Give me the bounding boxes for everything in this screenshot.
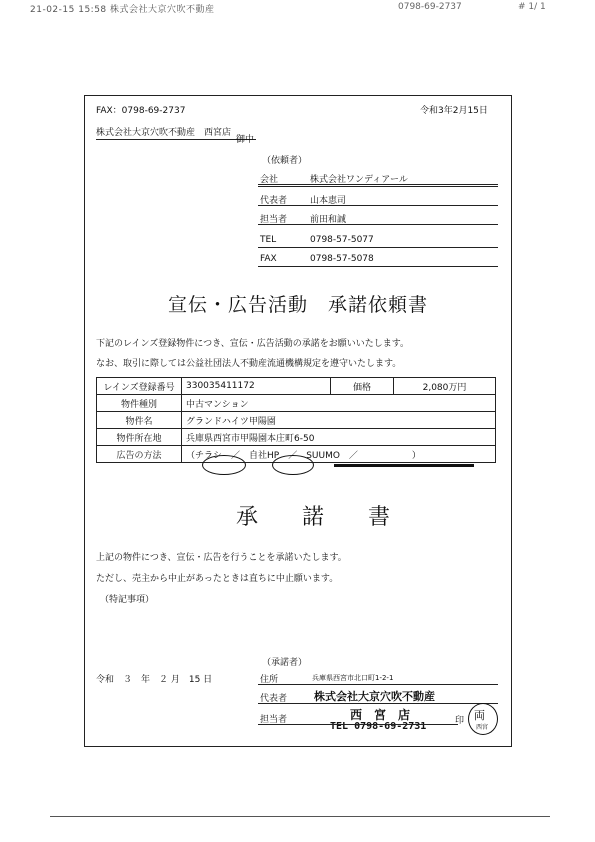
price-label: 価格 [331,378,394,395]
reins-number-value: 330035411172 [182,378,331,395]
requester-tel-label: TEL [260,235,277,245]
approval-body-2: ただし、売主から中止があったときは直ちに中止願います。 [96,574,339,584]
requester-company-value: 株式会社ワンディアール [310,175,408,185]
property-name-value: グランドハイツ甲陽園 [182,412,496,429]
requester-fax-label: FAX [260,254,277,264]
special-note: （特記事項） [100,595,155,605]
requester-company-underline [258,184,498,187]
requester-rep-label: 代表者 [260,196,288,206]
requester-tel-value: 0798-57-5077 [310,235,374,245]
handwritten-strike-line [334,464,474,467]
approver-address-underline [258,684,498,685]
requester-staff-underline [258,224,498,225]
approver-address-value: 兵庫県西宮市北口町1-2-1 [312,674,394,682]
property-type-value: 中古マンション [182,395,496,412]
fax-header-number: 0798-69-2737 [398,2,462,12]
table-row [97,429,496,446]
requester-company-label: 会社 [260,175,279,185]
property-type-label: 物件種別 [97,395,182,412]
approver-heading: （承諾者） [262,658,308,668]
addressee-underline [96,139,256,140]
requester-staff-label: 担当者 [260,215,288,225]
property-table [96,377,496,463]
fax-number: FAX：0798-69-2737 [96,106,186,116]
requester-fax-underline [258,266,498,267]
requester-rep-value: 山本恵司 [310,196,347,206]
approver-branch-stamp: 西 宮 店 [350,708,411,722]
table-row [97,378,496,395]
fax-header-page: # 1/ 1 [518,2,546,12]
requester-heading: （依頼者） [262,156,308,166]
ad-method-value: （チラシ ／ 自社HP ／ SUUMO ／ ） [182,446,496,463]
ad-method-label: 広告の方法 [97,446,182,463]
requester-staff-value: 前田和誠 [310,215,347,225]
approver-staff-label: 担当者 [260,715,288,725]
approver-address-label: 住所 [260,675,279,685]
requester-rep-underline [258,205,498,206]
request-body-2: なお、取引に際しては公益社団法人不動産流通機構規定を遵守いたします。 [96,359,402,369]
requester-tel-underline [258,247,498,248]
approval-title: 承 諾 書 [236,505,391,530]
price-value: 2,080万円 [394,378,496,395]
handwritten-circle-flyer [202,455,246,475]
bottom-rule [50,816,550,817]
reins-number-label: レインズ登録番号 [97,378,182,395]
approver-rep-label: 代表者 [260,694,288,704]
handwritten-circle-own-hp [272,455,314,475]
document-title: 宣伝・広告活動 承諾依頼書 [168,294,429,316]
approver-tel-stamp: TEL 0798-69-2731 [330,721,427,732]
request-body-1: 下記のレインズ登録物件につき、宣伝・広告活動の承諾をお願いいたします。 [96,339,410,349]
property-address-value: 兵庫県西宮市甲陽園本庄町6-50 [182,429,496,446]
approver-company-stamp: 株式会社大京穴吹不動産 [314,690,435,703]
seal-character: 両 [474,709,485,722]
fax-transmission-header: 21-02-15 15:58 株式会社大京穴吹不動産 [30,5,215,15]
approval-body-1: 上記の物件につき、宣伝・広告を行うことを承諾いたします。 [96,553,347,563]
table-row [97,412,496,429]
property-address-label: 物件所在地 [97,429,182,446]
addressee: 株式会社大京穴吹不動産 西宮店 [96,128,232,138]
requester-fax-value: 0798-57-5078 [310,254,374,264]
property-name-label: 物件名 [97,412,182,429]
onchu-label: 御中 [236,135,255,145]
approver-rep-underline [258,703,498,704]
table-row [97,395,496,412]
seal-mark-label: 印 [455,716,465,726]
seal-subtext: 西宮 [476,724,489,731]
approver-staff-underline [258,724,458,725]
letter-date: 令和3年2月15日 [420,106,488,116]
approval-date: 令和 ３ 年 ２ 月 15 日 [96,675,213,685]
